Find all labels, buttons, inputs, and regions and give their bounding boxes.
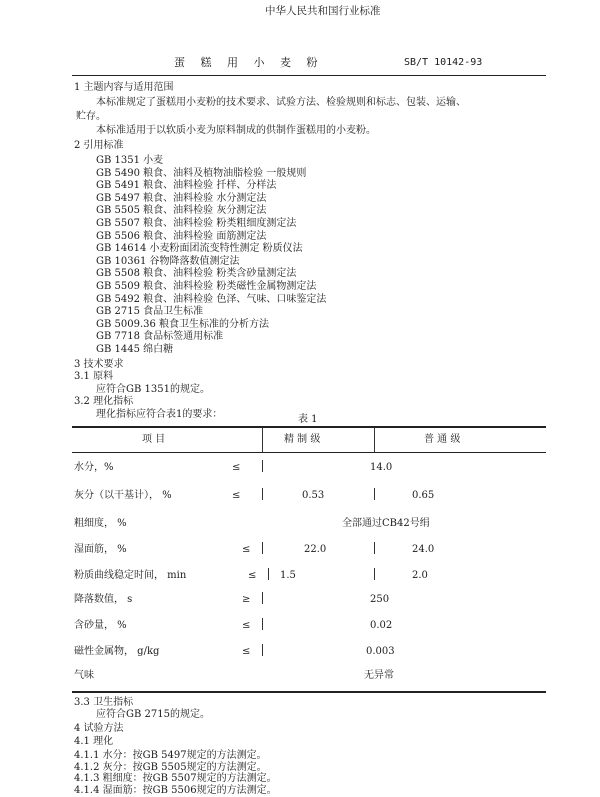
section-1-paragraph-1a: 本标准规定了蛋糕用小麦粉的技术要求、试验方法、检验规则和标志、包装、运输、 [96,97,466,108]
section-1-paragraph-2: 本标准适用于以软质小麦为原料制成的供制作蛋糕用的小麦粉。 [96,125,376,136]
section-2-title: 2 引用标准 [74,140,124,151]
row-merged-value: 0.003 [366,646,395,657]
row-item: 气味 [74,670,94,681]
reference-item: GB 10361 谷物降落数值测定法 [96,255,240,267]
row-item: 粗细度， % [74,518,127,529]
reference-item: GB 5009.36 粮食卫生标准的分析方法 [96,318,270,330]
test-item: 4.1.3 粗细度：按GB 5507规定的方法测定。 [74,773,277,784]
row-item: 含砂量， % [74,620,127,631]
row-divider [262,644,263,656]
standard-number: SB/T 10142-93 [404,57,483,68]
section-3-2-text: 理化指标应符合表1的要求： [96,408,223,420]
table-header-fine: 精 制 级 [284,434,321,445]
row-normal-value: 0.65 [412,490,435,501]
reference-item: GB 5508 粮食、油料检验 粉类含砂量测定法 [96,268,297,280]
reference-item: GB 5490 粮食、油料及植物油脂检验 一般规则 [96,167,307,179]
reference-item: GB 5507 粮食、油料检验 粉类粗细度测定法 [96,218,297,229]
row-symbol: ≤ [242,620,251,631]
section-3-1-title: 3.1 原料 [74,371,114,383]
row-symbol: ≤ [248,570,257,581]
table-top-border [72,426,546,428]
reference-item: GB 5492 粮食、油料检验 色泽、气味、口味鉴定法 [96,293,327,305]
row-divider [262,488,263,500]
row-divider [262,618,263,630]
row-symbol: ≤ [232,462,241,473]
table-header-separator [72,452,546,453]
test-item: 4.1.4 湿面筋：按GB 5506规定的方法测定。 [74,784,277,796]
reference-item: GB 5505 粮食、油料检验 灰分测定法 [96,205,267,217]
row-item: 水分，% [74,462,114,473]
row-merged-value: 14.0 [370,462,393,473]
section-1-paragraph-1b: 贮存。 [76,111,106,122]
section-3-2-title: 3.2 理化指标 [74,396,134,408]
reference-item: GB 7718 食品标签通用标准 [96,331,224,343]
row-item: 磁性金属物， g/kg [74,646,160,657]
table-header-divider [262,428,263,452]
reference-item: GB 5497 粮食、油料检验 水分测定法 [96,192,267,204]
reference-item: GB 5506 粮食、油料检验 面筋测定法 [96,230,267,242]
section-4-1-title: 4.1 理化 [74,736,114,747]
reference-item: GB 5491 粮食、油料检验 扦样、分样法 [96,180,277,192]
section-3-title: 3 技术要求 [74,358,124,370]
row-fine-value: 22.0 [304,544,327,555]
section-3-1-text: 应符合GB 1351的规定。 [96,383,210,395]
reference-item: GB 5509 粮食、油料检验 粉类磁性金属物测定法 [96,281,317,292]
table-header-divider [374,428,375,452]
row-merged-value: 全部通过CB42号绢 [342,518,430,529]
table-caption: 表 1 [298,414,318,425]
reference-item: GB 1351 小麦 [96,155,164,166]
row-item: 粉质曲线稳定时间， min [74,570,187,581]
row-symbol: ≥ [242,594,251,605]
reference-item: GB 1445 绵白糖 [96,344,174,355]
row-symbol: ≤ [242,544,251,555]
row-merged-value: 0.02 [370,620,393,631]
row-divider [262,592,263,604]
table-bottom-border [72,691,546,693]
section-3-3-text: 应符合GB 2715的规定。 [96,709,210,720]
row-normal-value: 24.0 [412,544,435,555]
test-item: 4.1.1 水分：按GB 5497规定的方法测定。 [74,750,267,761]
section-4-title: 4 试验方法 [74,723,124,734]
row-divider [374,568,375,580]
row-item: 湿面筋， % [74,544,127,555]
reference-item: GB 2715 食品卫生标准 [96,306,204,318]
row-divider [262,542,263,554]
row-merged-value: 250 [370,594,390,605]
section-1-title: 1 主题内容与适用范围 [74,82,174,93]
row-merged-value: 无异常 [364,670,394,681]
document-org-title: 中华人民共和国行业标准 [265,5,381,17]
row-item: 灰分（以干基计）， % [74,490,172,501]
row-divider [374,488,375,500]
table-1 [72,426,546,693]
table-header-item: 项 目 [142,434,166,445]
row-symbol: ≤ [232,490,241,501]
row-divider [262,460,263,472]
row-divider [374,542,375,554]
row-item: 降落数值， s [74,594,133,605]
row-divider [268,568,269,580]
row-normal-value: 2.0 [412,570,428,581]
row-fine-value: 0.53 [302,490,325,501]
header-rule [72,75,546,76]
reference-item: GB 14614 小麦粉面团流变特性测定 粉质仪法 [96,243,303,255]
section-3-3-title: 3.3 卫生指标 [74,697,134,708]
row-fine-value: 1.5 [280,570,296,581]
table-header-normal: 普 通 级 [424,434,461,445]
row-symbol: ≤ [242,646,251,657]
test-item: 4.1.2 灰分：按GB 5505规定的方法测定。 [74,761,267,773]
document-title: 蛋 糕 用 小 麦 粉 [174,56,324,69]
